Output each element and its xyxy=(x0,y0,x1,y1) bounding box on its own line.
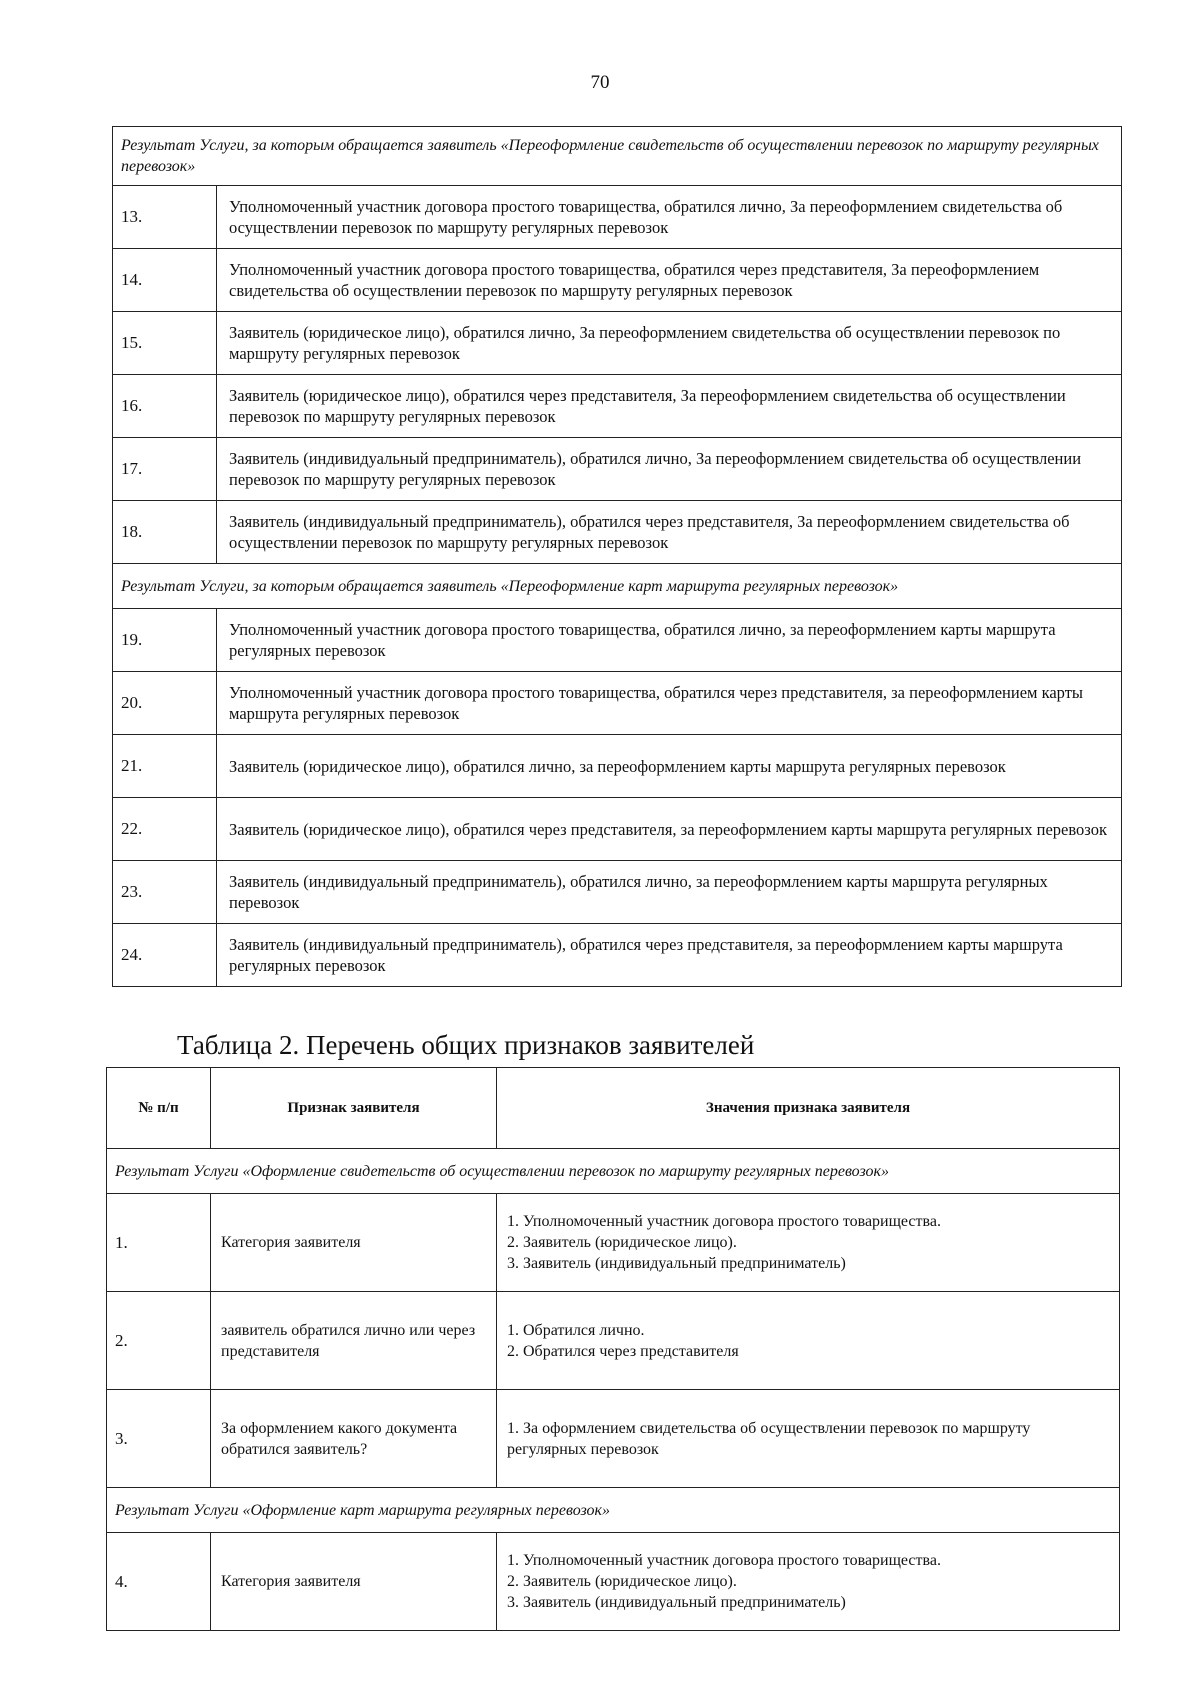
section-row xyxy=(113,127,1122,186)
section-title: Результат Услуги «Оформление карт маршрута регулярных перевозок» xyxy=(107,1488,1120,1533)
table-row xyxy=(113,186,1122,249)
section-row xyxy=(113,564,1122,609)
row-number: 16. xyxy=(113,375,217,438)
row-number: 1. xyxy=(107,1194,211,1292)
table-row xyxy=(113,312,1122,375)
row-number: 2. xyxy=(107,1292,211,1390)
section-title: Результат Услуги, за которым обращается заявитель «Переоформление карт маршрута регулярных перевозок» xyxy=(113,564,1122,609)
table-row xyxy=(113,924,1122,987)
table-caption: Таблица 2. Перечень общих признаков заявителей xyxy=(177,1030,755,1060)
section-row xyxy=(107,1149,1120,1194)
table-row xyxy=(107,1390,1120,1488)
value-item: 1. Обратился лично. xyxy=(507,1321,645,1339)
section-title: Результат Услуги «Оформление свидетельств об осуществлении перевозок по маршруту регулярных перевозок» xyxy=(107,1149,1120,1194)
row-description: Заявитель (юридическое лицо), обратился через представителя, За переоформлением свидетельства об осуществлении перевозок по маршруту регулярных перевозок xyxy=(217,375,1122,438)
table-row xyxy=(113,798,1122,861)
table-row xyxy=(113,438,1122,501)
value-item: 2. Заявитель (юридическое лицо). xyxy=(507,1573,737,1590)
row-description: Заявитель (юридическое лицо), обратился лично, за переоформлением карты маршрута регулярных перевозок xyxy=(217,735,1122,798)
values-cell xyxy=(497,1533,1120,1631)
feature-cell: Категория заявителя xyxy=(211,1194,497,1292)
row-number: 15. xyxy=(113,312,217,375)
row-description: Заявитель (индивидуальный предприниматель), обратился лично, За переоформлением свидетельства об осуществлении перевозок по маршруту регулярных перевозок xyxy=(217,438,1122,501)
row-number: 23. xyxy=(113,861,217,924)
table-row xyxy=(107,1292,1120,1390)
section-row xyxy=(107,1488,1120,1533)
value-item: 1. Уполномоченный участник договора простого товарищества. xyxy=(507,1552,941,1569)
row-number: 19. xyxy=(113,609,217,672)
row-number: 3. xyxy=(107,1390,211,1488)
feature-cell: За оформлением какого документа обратился заявитель? xyxy=(211,1390,497,1488)
header-row xyxy=(107,1068,1120,1149)
values-cell xyxy=(497,1390,1120,1488)
table-row xyxy=(113,501,1122,564)
page-number: 70 xyxy=(590,72,610,93)
row-number: 13. xyxy=(113,186,217,249)
table-row xyxy=(113,672,1122,735)
value-item: 2. Обратился через представителя xyxy=(507,1342,739,1360)
row-number: 24. xyxy=(113,924,217,987)
row-number: 14. xyxy=(113,249,217,312)
feature-cell: заявитель обратился лично или через представителя xyxy=(211,1292,497,1390)
column-header-feature: Признак заявителя xyxy=(211,1068,497,1149)
row-description: Уполномоченный участник договора простого товарищества, обратился через представителя, за переоформлением карты маршрута регулярных перевозок xyxy=(217,672,1122,735)
row-number: 4. xyxy=(107,1533,211,1631)
value-item: 1. За оформлением свидетельства об осуществлении перевозок по маршруту регулярных перевозок xyxy=(507,1419,1031,1458)
row-number: 18. xyxy=(113,501,217,564)
row-number: 20. xyxy=(113,672,217,735)
row-description: Заявитель (индивидуальный предприниматель), обратился лично, за переоформлением карты маршрута регулярных перевозок xyxy=(217,861,1122,924)
row-number: 21. xyxy=(113,735,217,798)
value-item: 3. Заявитель (индивидуальный предприниматель) xyxy=(507,1255,846,1272)
values-cell xyxy=(497,1194,1120,1292)
row-number: 17. xyxy=(113,438,217,501)
applicant-features-table xyxy=(106,1067,1120,1631)
table-row xyxy=(107,1533,1120,1631)
row-description: Заявитель (юридическое лицо), обратился через представителя, за переоформлением карты маршрута регулярных перевозок xyxy=(217,798,1122,861)
row-description: Заявитель (индивидуальный предприниматель), обратился через представителя, за переоформлением карты маршрута регулярных перевозок xyxy=(217,924,1122,987)
feature-cell: Категория заявителя xyxy=(211,1533,497,1631)
column-header-number: № п/п xyxy=(107,1068,211,1149)
section-title: Результат Услуги, за которым обращается заявитель «Переоформление свидетельств об осуществлении перевозок по маршруту регулярных перевозок» xyxy=(113,127,1122,186)
row-description: Заявитель (индивидуальный предприниматель), обратился через представителя, За переоформлением свидетельства об осуществлении перевозок по маршруту регулярных перевозок xyxy=(217,501,1122,564)
value-item: 2. Заявитель (юридическое лицо). xyxy=(507,1234,737,1251)
table-row xyxy=(113,861,1122,924)
applicant-variants-table xyxy=(112,126,1122,987)
table-row xyxy=(107,1194,1120,1292)
table-row xyxy=(113,249,1122,312)
value-item: 1. Уполномоченный участник договора простого товарищества. xyxy=(507,1213,941,1230)
table-row xyxy=(113,609,1122,672)
table-row xyxy=(113,735,1122,798)
row-number: 22. xyxy=(113,798,217,861)
row-description: Уполномоченный участник договора простого товарищества, обратился через представителя, За переоформлением свидетельства об осуществлении перевозок по маршруту регулярных перевозок xyxy=(217,249,1122,312)
row-description: Заявитель (юридическое лицо), обратился лично, За переоформлением свидетельства об осуществлении перевозок по маршруту регулярных перевозок xyxy=(217,312,1122,375)
row-description: Уполномоченный участник договора простого товарищества, обратился лично, За переоформлением свидетельства об осуществлении перевозок по маршруту регулярных перевозок xyxy=(217,186,1122,249)
column-header-values: Значения признака заявителя xyxy=(497,1068,1120,1149)
values-cell xyxy=(497,1292,1120,1390)
table-row xyxy=(113,375,1122,438)
value-item: 3. Заявитель (индивидуальный предприниматель) xyxy=(507,1594,846,1611)
row-description: Уполномоченный участник договора простого товарищества, обратился лично, за переоформлением карты маршрута регулярных перевозок xyxy=(217,609,1122,672)
